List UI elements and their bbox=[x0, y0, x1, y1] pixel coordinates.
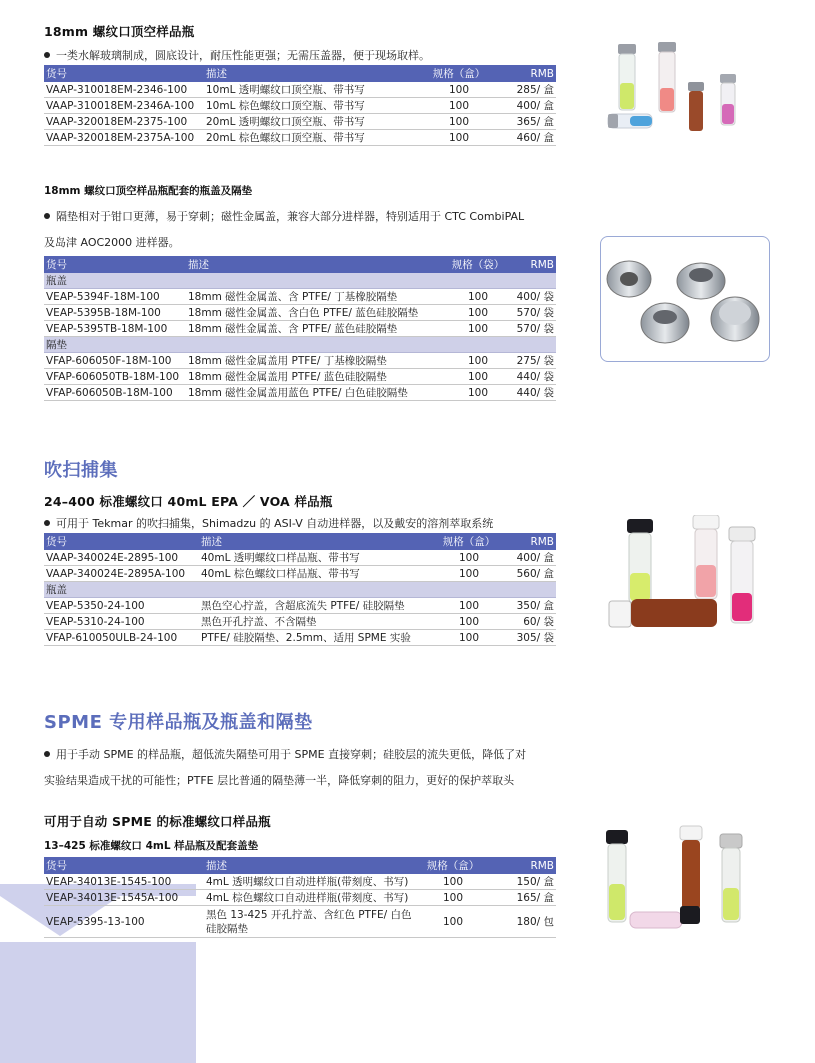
table-cell: 100 bbox=[424, 82, 494, 98]
table-cell: 瓶盖 bbox=[44, 273, 556, 289]
table-cell: 货号 bbox=[46, 259, 67, 271]
table-cell: VAAP-340024E-2895-100 bbox=[44, 550, 199, 566]
table-cell: 20mL 棕色螺纹口顶空瓶、带书写 bbox=[204, 130, 424, 146]
table-cell: VEAP-5310-24-100 bbox=[44, 614, 199, 630]
table-row bbox=[44, 614, 556, 630]
table-cell: VFAP-606050B-18M-100 bbox=[44, 385, 186, 401]
section-auto-spme bbox=[44, 812, 556, 938]
table-cell: 100 bbox=[439, 614, 499, 630]
section-caps-septa bbox=[44, 183, 556, 401]
table-cell: 描述 bbox=[206, 860, 227, 872]
table-cell: VFAP-606050TB-18M-100 bbox=[44, 369, 186, 385]
table-cell: 100 bbox=[418, 906, 488, 938]
table-cell: 165/ 盒 bbox=[488, 890, 556, 906]
table-cell: 20mL 透明螺纹口顶空瓶、带书写 bbox=[204, 114, 424, 130]
table-cell: RMB bbox=[530, 258, 554, 271]
section-headspace-vials bbox=[44, 22, 556, 146]
table-cell: 400/ 盒 bbox=[499, 550, 556, 566]
table-cell: 350/ 盒 bbox=[499, 598, 556, 614]
table-cell: VEAP-5395TB-18M-100 bbox=[44, 321, 186, 337]
table-cell: VFAP-606050F-18M-100 bbox=[44, 353, 186, 369]
table-cell: 60/ 袋 bbox=[499, 614, 556, 630]
table-cell: 365/ 盒 bbox=[494, 114, 556, 130]
bullet-text: 一类水解玻璃制成，圆底设计，耐压性能更强；无需压盖器，便于现场取样。 bbox=[44, 48, 556, 63]
table-header bbox=[44, 857, 556, 874]
table-row bbox=[44, 566, 556, 582]
table-cell: 规格（盒） bbox=[426, 860, 480, 872]
table-cell: 440/ 袋 bbox=[514, 369, 556, 385]
table-cell: 规格（盒） bbox=[432, 68, 486, 80]
table-group-row bbox=[44, 582, 556, 598]
table-cell: 4mL 透明螺纹口自动进样瓶(带刻度、书写) bbox=[204, 874, 418, 890]
table-row bbox=[44, 906, 556, 938]
table-row bbox=[44, 98, 556, 114]
section-heading: 吹扫捕集 bbox=[44, 460, 118, 481]
table-cell: 100 bbox=[424, 130, 494, 146]
table-cell: 货号 bbox=[46, 860, 67, 872]
table-cell: 10mL 棕色螺纹口顶空瓶、带书写 bbox=[204, 98, 424, 114]
table-cell: 18mm 磁性金属盖用 PTFE/ 蓝色硅胶隔垫 bbox=[186, 369, 442, 385]
table-cell: 400/ 袋 bbox=[514, 289, 556, 305]
table-cell: 18mm 磁性金属盖、含白色 PTFE/ 蓝色硅胶隔垫 bbox=[186, 305, 442, 321]
table-cell: 18mm 磁性金属盖用 PTFE/ 丁基橡胶隔垫 bbox=[186, 353, 442, 369]
table-cell: VAAP-310018EM-2346-100 bbox=[44, 82, 204, 98]
table-cell: 100 bbox=[424, 98, 494, 114]
table-row bbox=[44, 305, 556, 321]
table-row bbox=[44, 874, 556, 890]
table-row bbox=[44, 289, 556, 305]
table-cell: 货号 bbox=[46, 536, 67, 548]
section-title: 可用于自动 SPME 的标准螺纹口样品瓶 bbox=[44, 814, 271, 829]
table-cell: VEAP-34013E-1545-100 bbox=[44, 874, 204, 890]
table-cell: 40mL 透明螺纹口样品瓶、带书写 bbox=[199, 550, 439, 566]
table-row bbox=[44, 598, 556, 614]
table-cell: 100 bbox=[442, 369, 514, 385]
table-cell: 黑色空心拧盖，含超底流失 PTFE/ 硅胶隔垫 bbox=[199, 598, 439, 614]
table-row bbox=[44, 321, 556, 337]
table-cell: VEAP-5350-24-100 bbox=[44, 598, 199, 614]
table-cell: 隔垫 bbox=[44, 337, 556, 353]
table-cell: 460/ 盒 bbox=[494, 130, 556, 146]
product-table-3 bbox=[44, 533, 556, 646]
table-cell: RMB bbox=[530, 535, 554, 548]
section-title: 18mm 螺纹口顶空样品瓶 bbox=[44, 24, 195, 39]
product-table-5 bbox=[44, 857, 556, 938]
table-cell: 100 bbox=[439, 550, 499, 566]
table-cell: 18mm 磁性金属盖用蓝色 PTFE/ 白色硅胶隔垫 bbox=[186, 385, 442, 401]
table-header bbox=[44, 533, 556, 550]
spme-vials-photo bbox=[600, 822, 760, 942]
table-cell: 100 bbox=[442, 289, 514, 305]
table-row bbox=[44, 890, 556, 906]
product-table-1 bbox=[44, 65, 556, 146]
table-cell: 100 bbox=[442, 305, 514, 321]
table-cell: 100 bbox=[442, 385, 514, 401]
table-cell: 描述 bbox=[206, 68, 227, 80]
product-table-2 bbox=[44, 256, 556, 401]
table-cell: VEAP-5395-13-100 bbox=[44, 906, 204, 938]
table-cell: 10mL 透明螺纹口顶空瓶、带书写 bbox=[204, 82, 424, 98]
table-row bbox=[44, 130, 556, 146]
metal-caps-photo bbox=[601, 237, 768, 360]
bullet-text: 可用于 Tekmar 的吹扫捕集，Shimadzu 的 ASI-V 自动进样器，以及戴安的溶剂萃取系统 bbox=[44, 516, 556, 531]
table-cell: 560/ 盒 bbox=[499, 566, 556, 582]
table-cell: VAAP-340024E-2895A-100 bbox=[44, 566, 199, 582]
table-cell: 100 bbox=[424, 114, 494, 130]
table-cell: 规格（袋） bbox=[451, 259, 505, 271]
table-row bbox=[44, 630, 556, 646]
table-cell: 440/ 袋 bbox=[514, 385, 556, 401]
table-cell: 18mm 磁性金属盖、含 PTFE/ 蓝色硅胶隔垫 bbox=[186, 321, 442, 337]
table-cell: 570/ 袋 bbox=[514, 305, 556, 321]
table-cell: VEAP-5394F-18M-100 bbox=[44, 289, 186, 305]
table-cell: PTFE/ 硅胶隔垫、2.5mm、适用 SPME 实验 bbox=[199, 630, 439, 646]
decorative-block bbox=[0, 942, 196, 1063]
table-cell: 100 bbox=[442, 321, 514, 337]
table-cell: VAAP-310018EM-2346A-100 bbox=[44, 98, 204, 114]
table-cell: 货号 bbox=[46, 68, 67, 80]
table-cell: 4mL 棕色螺纹口自动进样瓶(带刻度、书写) bbox=[204, 890, 418, 906]
table-cell: VAAP-320018EM-2375-100 bbox=[44, 114, 204, 130]
table-cell: 100 bbox=[442, 353, 514, 369]
table-cell: 570/ 袋 bbox=[514, 321, 556, 337]
table-cell: 100 bbox=[439, 566, 499, 582]
table-cell: VAAP-320018EM-2375A-100 bbox=[44, 130, 204, 146]
table-header bbox=[44, 256, 556, 273]
table-row bbox=[44, 82, 556, 98]
table-cell: 描述 bbox=[188, 259, 209, 271]
table-cell: 18mm 磁性金属盖、含 PTFE/ 丁基橡胶隔垫 bbox=[186, 289, 442, 305]
table-cell: 400/ 盒 bbox=[494, 98, 556, 114]
table-group-row bbox=[44, 273, 556, 289]
section-spme bbox=[44, 708, 556, 794]
table-row bbox=[44, 353, 556, 369]
table-header bbox=[44, 65, 556, 82]
table-cell: 275/ 袋 bbox=[514, 353, 556, 369]
voa-vials-photo bbox=[605, 515, 770, 635]
paragraph-text: 用于手动 SPME 的样品瓶，超低流失隔垫可用于 SPME 直接穿刺；硅胶层的流失更低，降低了对 实验结果造成干扰的可能性；PTFE 层比普通的隔垫薄一半，降低穿刺的阻力，更好的保护萃取头 bbox=[44, 748, 527, 787]
table-cell: 描述 bbox=[201, 536, 222, 548]
section-title: 18mm 螺纹口顶空样品瓶配套的瓶盖及隔垫 bbox=[44, 185, 253, 197]
headspace-vials-photo bbox=[600, 38, 750, 138]
table-cell: VEAP-5395B-18M-100 bbox=[44, 305, 186, 321]
section-subtitle: 13–425 标准螺纹口 4mL 样品瓶及配套盖垫 bbox=[44, 840, 259, 852]
table-cell: 100 bbox=[418, 890, 488, 906]
table-cell: 黑色 13-425 开孔拧盖、含红色 PTFE/ 白色硅胶隔垫 bbox=[204, 906, 418, 938]
table-cell: VFAP-610050ULB-24-100 bbox=[44, 630, 199, 646]
table-group-row bbox=[44, 337, 556, 353]
section-title: 24–400 标准螺纹口 40mL EPA ／ VOA 样品瓶 bbox=[44, 494, 333, 509]
table-row bbox=[44, 385, 556, 401]
table-cell: 150/ 盒 bbox=[488, 874, 556, 890]
table-cell: 285/ 盒 bbox=[494, 82, 556, 98]
table-row bbox=[44, 550, 556, 566]
table-cell: 规格（盒） bbox=[442, 536, 496, 548]
table-cell: RMB bbox=[530, 859, 554, 872]
caps-photo-frame bbox=[600, 236, 770, 362]
table-cell: 180/ 包 bbox=[488, 906, 556, 938]
table-cell: 瓶盖 bbox=[44, 582, 556, 598]
table-cell: 100 bbox=[439, 598, 499, 614]
table-cell: 305/ 袋 bbox=[499, 630, 556, 646]
section-heading: SPME 专用样品瓶及瓶盖和隔垫 bbox=[44, 712, 313, 733]
table-cell: 100 bbox=[418, 874, 488, 890]
table-cell: 100 bbox=[439, 630, 499, 646]
table-cell: RMB bbox=[530, 67, 554, 80]
bullet-text: 隔垫相对于钳口更薄，易于穿刺；磁性金属盖，兼容大部分进样器，特别适用于 CTC CombiPAL 及岛津 AOC2000 进样器。 bbox=[44, 210, 525, 249]
table-cell: VEAP-34013E-1545A-100 bbox=[44, 890, 204, 906]
table-row bbox=[44, 369, 556, 385]
table-cell: 黑色开孔拧盖、不含隔垫 bbox=[199, 614, 439, 630]
table-cell: 40mL 棕色螺纹口样品瓶、带书写 bbox=[199, 566, 439, 582]
section-purge-trap bbox=[44, 456, 556, 646]
table-row bbox=[44, 114, 556, 130]
